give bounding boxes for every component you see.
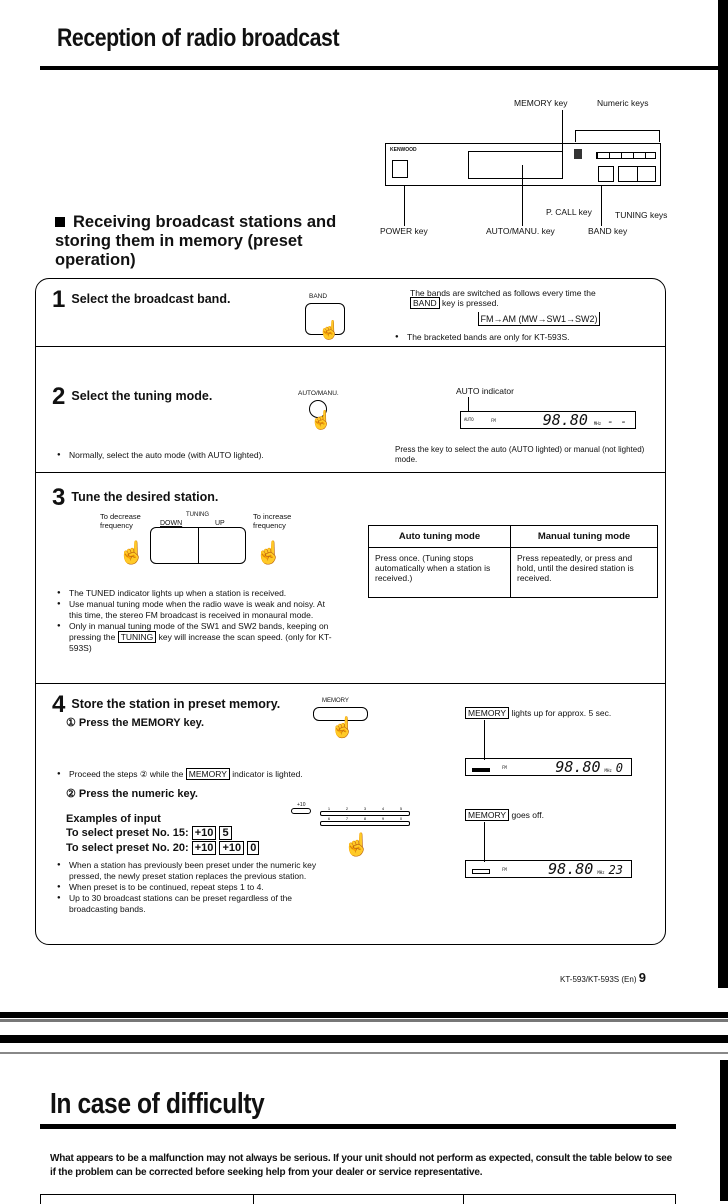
table-row [369, 548, 658, 598]
lcd-display-memory-off [465, 860, 632, 878]
step4-heading [52, 693, 280, 717]
model-text: KT-593/KT-593S (En) [560, 975, 637, 984]
step3-heading [52, 486, 218, 510]
bullet: ● The TUNED indicator lights up when a station is received. [57, 588, 337, 599]
hand-icon: ☝ [318, 320, 341, 340]
hand-icon: ☝ [118, 540, 146, 565]
section-heading-text: Receiving broadcast stations and storing them in memory (preset operation) [55, 213, 337, 269]
unit: MHz [597, 870, 605, 875]
key-label: 1 [327, 806, 331, 811]
step4-bullets [57, 860, 342, 915]
example-2 [66, 842, 259, 854]
key-label: 2 [345, 806, 349, 811]
memory-button-label: MEMORY [322, 698, 349, 704]
sub-step-1: ① Press the MEMORY key. [66, 717, 205, 729]
step-title: Select the broadcast band. [71, 292, 231, 306]
hand-icon: ☝ [255, 540, 283, 565]
key-label: 9 [381, 816, 385, 821]
scan-edge [720, 1060, 728, 1201]
table-header: Auto tuning mode [369, 526, 511, 548]
band-indicator: FM [491, 418, 496, 423]
page-number: 9 [638, 970, 646, 985]
plus10-key-label: +10 [297, 802, 306, 808]
example-label: To select preset No. 20: [66, 842, 189, 854]
tuning-label: TUNING [186, 512, 209, 518]
brand-logo: KENWOOD [390, 147, 417, 153]
note: ● The bracketed bands are only for KT-593S. [395, 332, 655, 343]
text: indicator is lighted. [232, 769, 303, 779]
scan-seam [0, 1035, 728, 1043]
step2-heading [52, 385, 212, 409]
bullet: ● When preset is to be continued, repeat steps 1 to 4. [57, 882, 342, 893]
scan-seam [0, 1052, 728, 1054]
key-label: 6 [327, 816, 331, 821]
key-box: +10 [192, 841, 217, 855]
section-heading [55, 213, 355, 270]
channel: 23 [608, 863, 623, 877]
table-header: Manual tuning mode [511, 526, 658, 548]
divider [36, 683, 665, 684]
hand-icon: ☝ [330, 717, 355, 739]
examples-title: Examples of input [66, 813, 161, 825]
frequency: 98.80 [555, 758, 601, 776]
step1-heading [52, 288, 230, 312]
divider [36, 472, 665, 473]
label-p-call-key: P. CALL key [546, 207, 592, 217]
auto-indicator-label: AUTO indicator [456, 386, 514, 396]
scan-seam [0, 1019, 728, 1022]
text: goes off. [511, 810, 544, 820]
lcd-display [460, 411, 636, 429]
table-cell: Press once. (Tuning stops automatically when a station is received.) [369, 548, 511, 598]
step3-bullets [57, 588, 337, 654]
leader-line [484, 720, 485, 760]
band-key-box: BAND [410, 297, 440, 309]
down-label: DOWN [160, 520, 183, 527]
label-memory-key: MEMORY key [514, 98, 568, 108]
leader-line [575, 130, 660, 142]
band-sequence [478, 312, 600, 326]
square-bullet-icon [55, 217, 65, 227]
key-label: 5 [399, 806, 403, 811]
band-indicator: FM [502, 867, 507, 872]
title-rule [40, 66, 718, 70]
text: key will increase the scan speed. (only for KT-593S) [69, 632, 332, 653]
troubleshooting-table [40, 1194, 676, 1204]
band-indicator: FM [502, 765, 507, 770]
step-title: Select the tuning mode. [71, 389, 213, 403]
hand-icon: ☝ [343, 832, 371, 857]
band-switch-text [410, 288, 620, 308]
step-number: 1 [52, 286, 66, 313]
label-auto-manu-key: AUTO/MANU. key [486, 226, 555, 236]
power-button [392, 160, 408, 178]
step2-note [57, 450, 317, 461]
step-number: 4 [52, 691, 66, 718]
leader-line [522, 165, 523, 226]
hand-icon: ☝ [310, 410, 333, 430]
numeric-button-row [596, 152, 656, 159]
key-box: 5 [219, 826, 231, 840]
scan-seam [0, 1012, 728, 1018]
tuning-buttons-illustration [150, 527, 246, 564]
example-1 [66, 827, 232, 839]
sub-step-2: ② Press the numeric key. [66, 788, 198, 800]
numeric-keys-illustration [320, 806, 410, 826]
decrease-label: To decrease frequency [100, 512, 141, 530]
leader-line [484, 822, 485, 862]
lcd-display-memory-on [465, 758, 632, 776]
memory-off-text [465, 810, 544, 821]
leader-line [404, 186, 405, 226]
step1-note [395, 332, 655, 343]
sequence-text: FM→AM (MW→SW1→SW2) [480, 314, 598, 324]
display-window [468, 151, 563, 179]
memory-key-box: MEMORY [186, 768, 230, 780]
memory-key-box: MEMORY [465, 707, 509, 719]
memory-indicator-lit [472, 768, 490, 772]
key-box: +10 [219, 841, 244, 855]
tuning-buttons [618, 166, 656, 182]
bullet: ● Up to 30 broadcast stations can be preset regardless of the broadcasting bands. [57, 893, 342, 915]
leader-line [601, 186, 602, 226]
band-button-label: BAND [309, 293, 328, 300]
text: Proceed the steps ② while the [69, 769, 184, 779]
band-button [598, 166, 614, 182]
step-number: 3 [52, 484, 66, 511]
frequency: 98.80 [542, 411, 588, 429]
table-cell: Press repeatedly, or press and hold, until the desired station is received. [511, 548, 658, 598]
bullet: ● When a station has previously been preset under the numeric key pressed, the newly preset station replaces the previous station. [57, 860, 342, 882]
label-power-key: POWER key [380, 226, 428, 236]
key-label: 4 [381, 806, 385, 811]
proceed-note [57, 769, 377, 780]
page2-title: In case of difficulty [50, 1088, 265, 1120]
tuning-key-box: TUNING [118, 631, 157, 643]
step2-description: Press the key to select the auto (AUTO lighted) or manual (not lighted) mode. [395, 445, 645, 464]
label-tuning-keys: TUNING keys [615, 210, 668, 220]
step-number: 2 [52, 383, 66, 410]
divider [36, 346, 665, 347]
memory-key-box: MEMORY [465, 809, 509, 821]
memory-indicator-off [472, 869, 490, 874]
frequency: 98.80 [548, 860, 594, 878]
text: key is pressed. [442, 298, 499, 308]
text: The bands are switched as follows every time the [410, 288, 596, 298]
text: Only in manual tuning mode of the SW1 and SW2 bands, keeping on pressing the [69, 621, 329, 642]
key-label: 0 [399, 816, 403, 821]
key-box: 0 [247, 841, 259, 855]
up-label: UP [215, 520, 225, 527]
memory-on-text [465, 708, 611, 719]
channel: - - [607, 415, 627, 428]
example-label: To select preset No. 15: [66, 827, 189, 839]
key-label: 3 [363, 806, 367, 811]
device-front-panel [385, 143, 661, 186]
step-title: Store the station in preset memory. [71, 697, 281, 711]
channel-blinking: 0 [615, 761, 623, 775]
label-numeric-keys: Numeric keys [597, 98, 649, 108]
leader-line [468, 397, 469, 412]
increase-label: To increase frequency [253, 512, 292, 530]
key-label: 8 [363, 816, 367, 821]
step-title: Tune the desired station. [71, 490, 219, 504]
unit: MHz [604, 768, 612, 773]
unit: MHz [593, 421, 602, 426]
auto-indicator: AUTO [464, 417, 474, 422]
memory-button [574, 149, 582, 159]
tuning-mode-table [368, 525, 658, 598]
note: ● Normally, select the auto mode (with AUTO lighted). [57, 450, 317, 461]
title-rule [40, 1124, 676, 1129]
bullet [57, 621, 337, 654]
text: lights up for approx. 5 sec. [511, 708, 612, 718]
leader-lines [562, 110, 563, 152]
key-box: +10 [192, 826, 217, 840]
scan-edge [718, 0, 728, 988]
auto-manu-button-label: AUTO/MANU. [298, 390, 339, 397]
page-footer [560, 970, 646, 985]
intro-paragraph: What appears to be a malfunction may not always be serious. If your unit should not perform as expected, consult the table below to see if the problem can be corrected before seeking help from your dealer or service representative. [50, 1153, 673, 1178]
bullet: ● Use manual tuning mode when the radio wave is weak and noisy. At this time, the stereo FM broadcast is received in monaural mode. [57, 599, 337, 621]
key-label: 7 [345, 816, 349, 821]
note [57, 769, 377, 780]
label-band-key: BAND key [588, 226, 628, 236]
plus10-key-illustration [291, 808, 311, 814]
page-title: Reception of radio broadcast [57, 24, 340, 52]
